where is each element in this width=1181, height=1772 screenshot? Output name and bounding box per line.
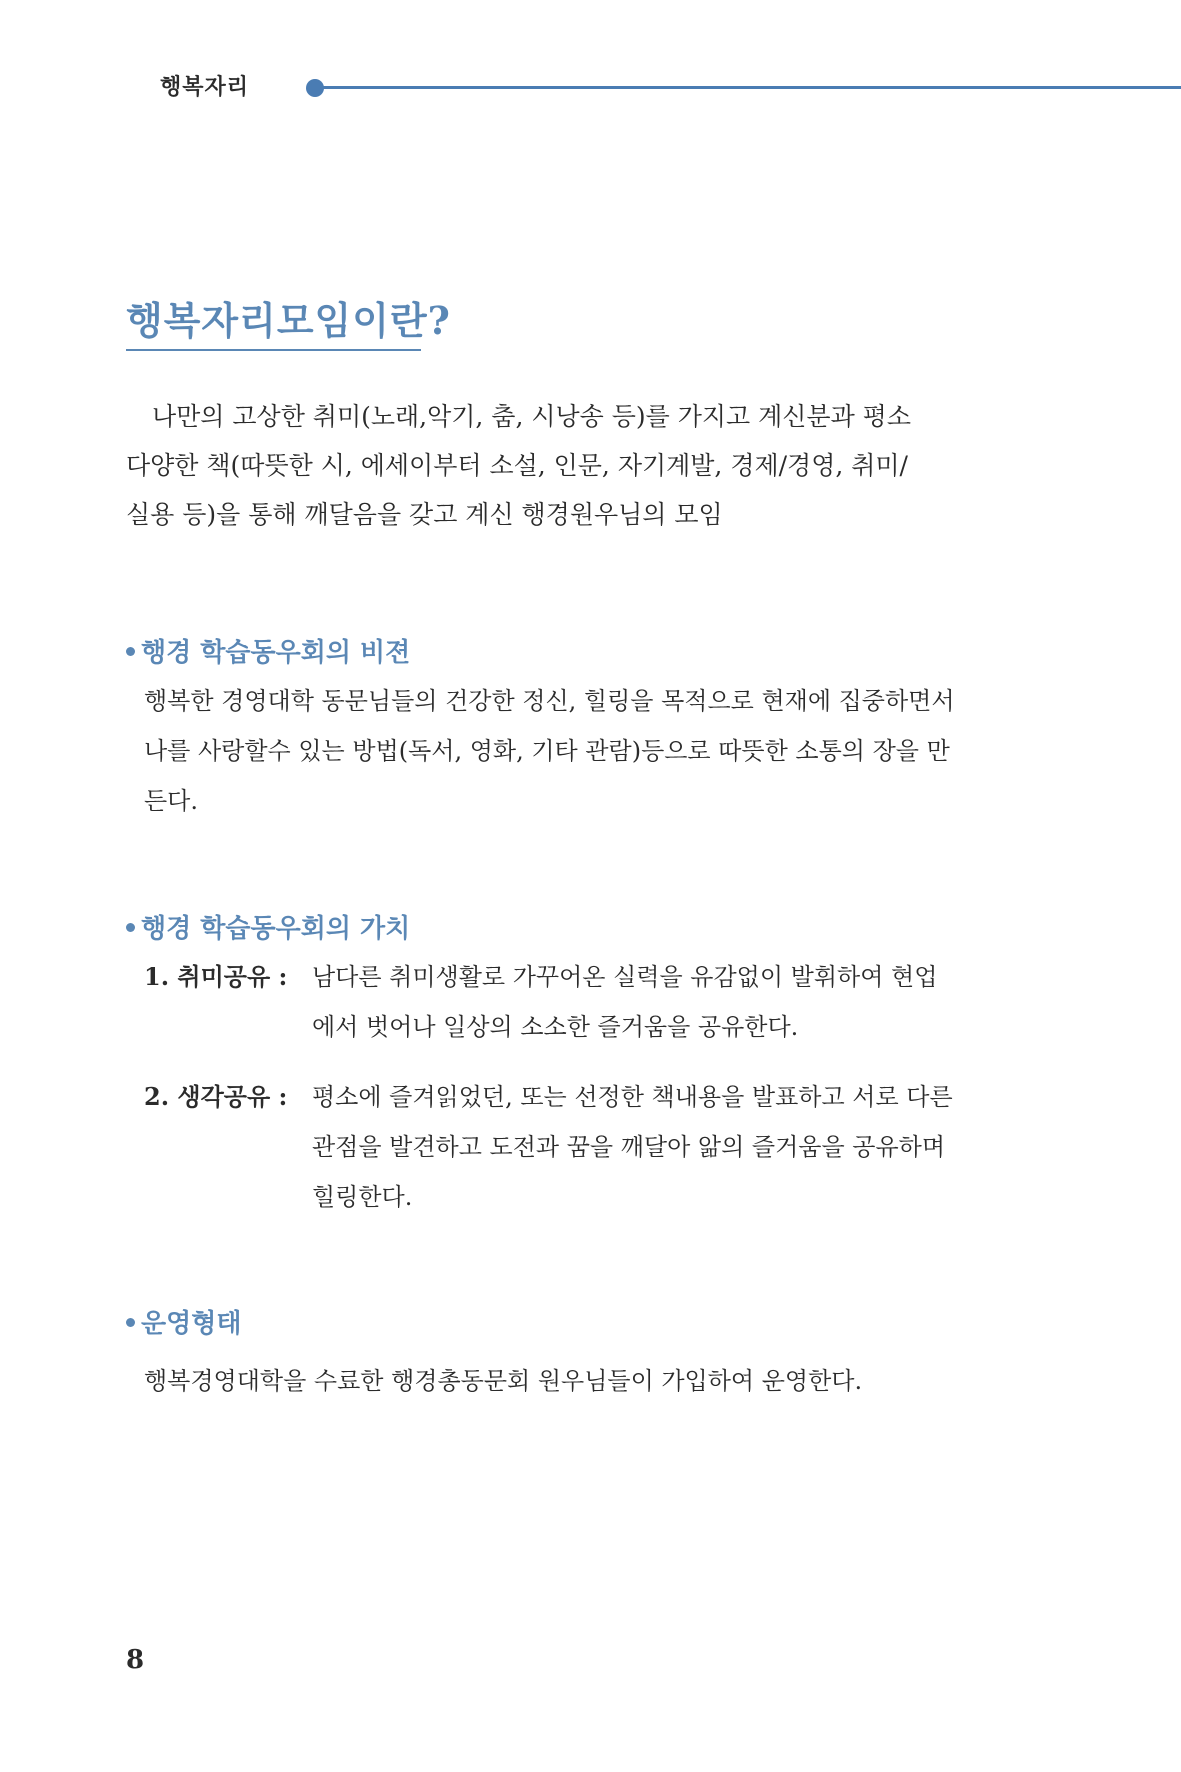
operation-heading-text: 운영형태	[141, 1309, 242, 1339]
vision-body	[144, 676, 994, 826]
value-item-label: 1. 취미공유 :	[144, 962, 288, 991]
operation-heading	[126, 1303, 241, 1340]
value-item-line: 남다른 취미생활로 가꾸어온 실력을 유감없이 발휘하여 현업	[312, 963, 938, 991]
bullet-icon	[126, 923, 135, 932]
running-header-label: 행복자리	[160, 74, 250, 100]
value-item-line: 힐링한다.	[312, 1183, 413, 1211]
intro-line: 나만의 고상한 취미(노래,악기, 춤, 시낭송 등)를 가지고 계신분과 평소	[152, 402, 911, 431]
vision-line: 행복한 경영대학 동문님들의 건강한 정신, 힐링을 목적으로 현재에 집중하면서	[144, 687, 955, 715]
value-item-label: 2. 생각공유 :	[144, 1082, 288, 1111]
intro-line: 다양한 책(따뜻한 시, 에세이부터 소설, 인문, 자기계발, 경제/경영, 취미/	[126, 451, 908, 480]
bullet-icon	[126, 1318, 135, 1327]
vision-line: 나를 사랑할수 있는 방법(독서, 영화, 기타 관람)등으로 따뜻한 소통의 장을 만	[144, 737, 950, 765]
page-number: 8	[126, 1645, 145, 1675]
bullet-icon	[126, 647, 135, 656]
header-rule	[322, 86, 1181, 89]
title-underline	[126, 349, 421, 351]
vision-line: 든다.	[144, 787, 198, 815]
page-title: 행복자리모임이란?	[126, 298, 451, 343]
operation-line: 행복경영대학을 수료한 행경총동문회 원우님들이 가입하여 운영한다.	[144, 1367, 863, 1395]
value-item-line: 에서 벗어나 일상의 소소한 즐거움을 공유한다.	[312, 1013, 799, 1041]
intro-paragraph	[126, 392, 986, 539]
value-item-text	[312, 1072, 1012, 1222]
operation-body	[144, 1356, 994, 1406]
intro-line: 실용 등)을 통해 깨달음을 갖고 계신 행경원우님의 모임	[126, 500, 723, 529]
values-heading-text: 행경 학습동우회의 가치	[141, 914, 411, 944]
vision-heading-text: 행경 학습동우회의 비젼	[141, 638, 411, 668]
vision-heading	[126, 632, 410, 669]
value-item-line: 관점을 발견하고 도전과 꿈을 깨달아 앎의 즐거움을 공유하며	[312, 1133, 946, 1161]
value-item-text	[312, 952, 1012, 1052]
value-item-line: 평소에 즐겨읽었던, 또는 선정한 책내용을 발표하고 서로 다른	[312, 1083, 953, 1111]
values-heading	[126, 908, 410, 945]
